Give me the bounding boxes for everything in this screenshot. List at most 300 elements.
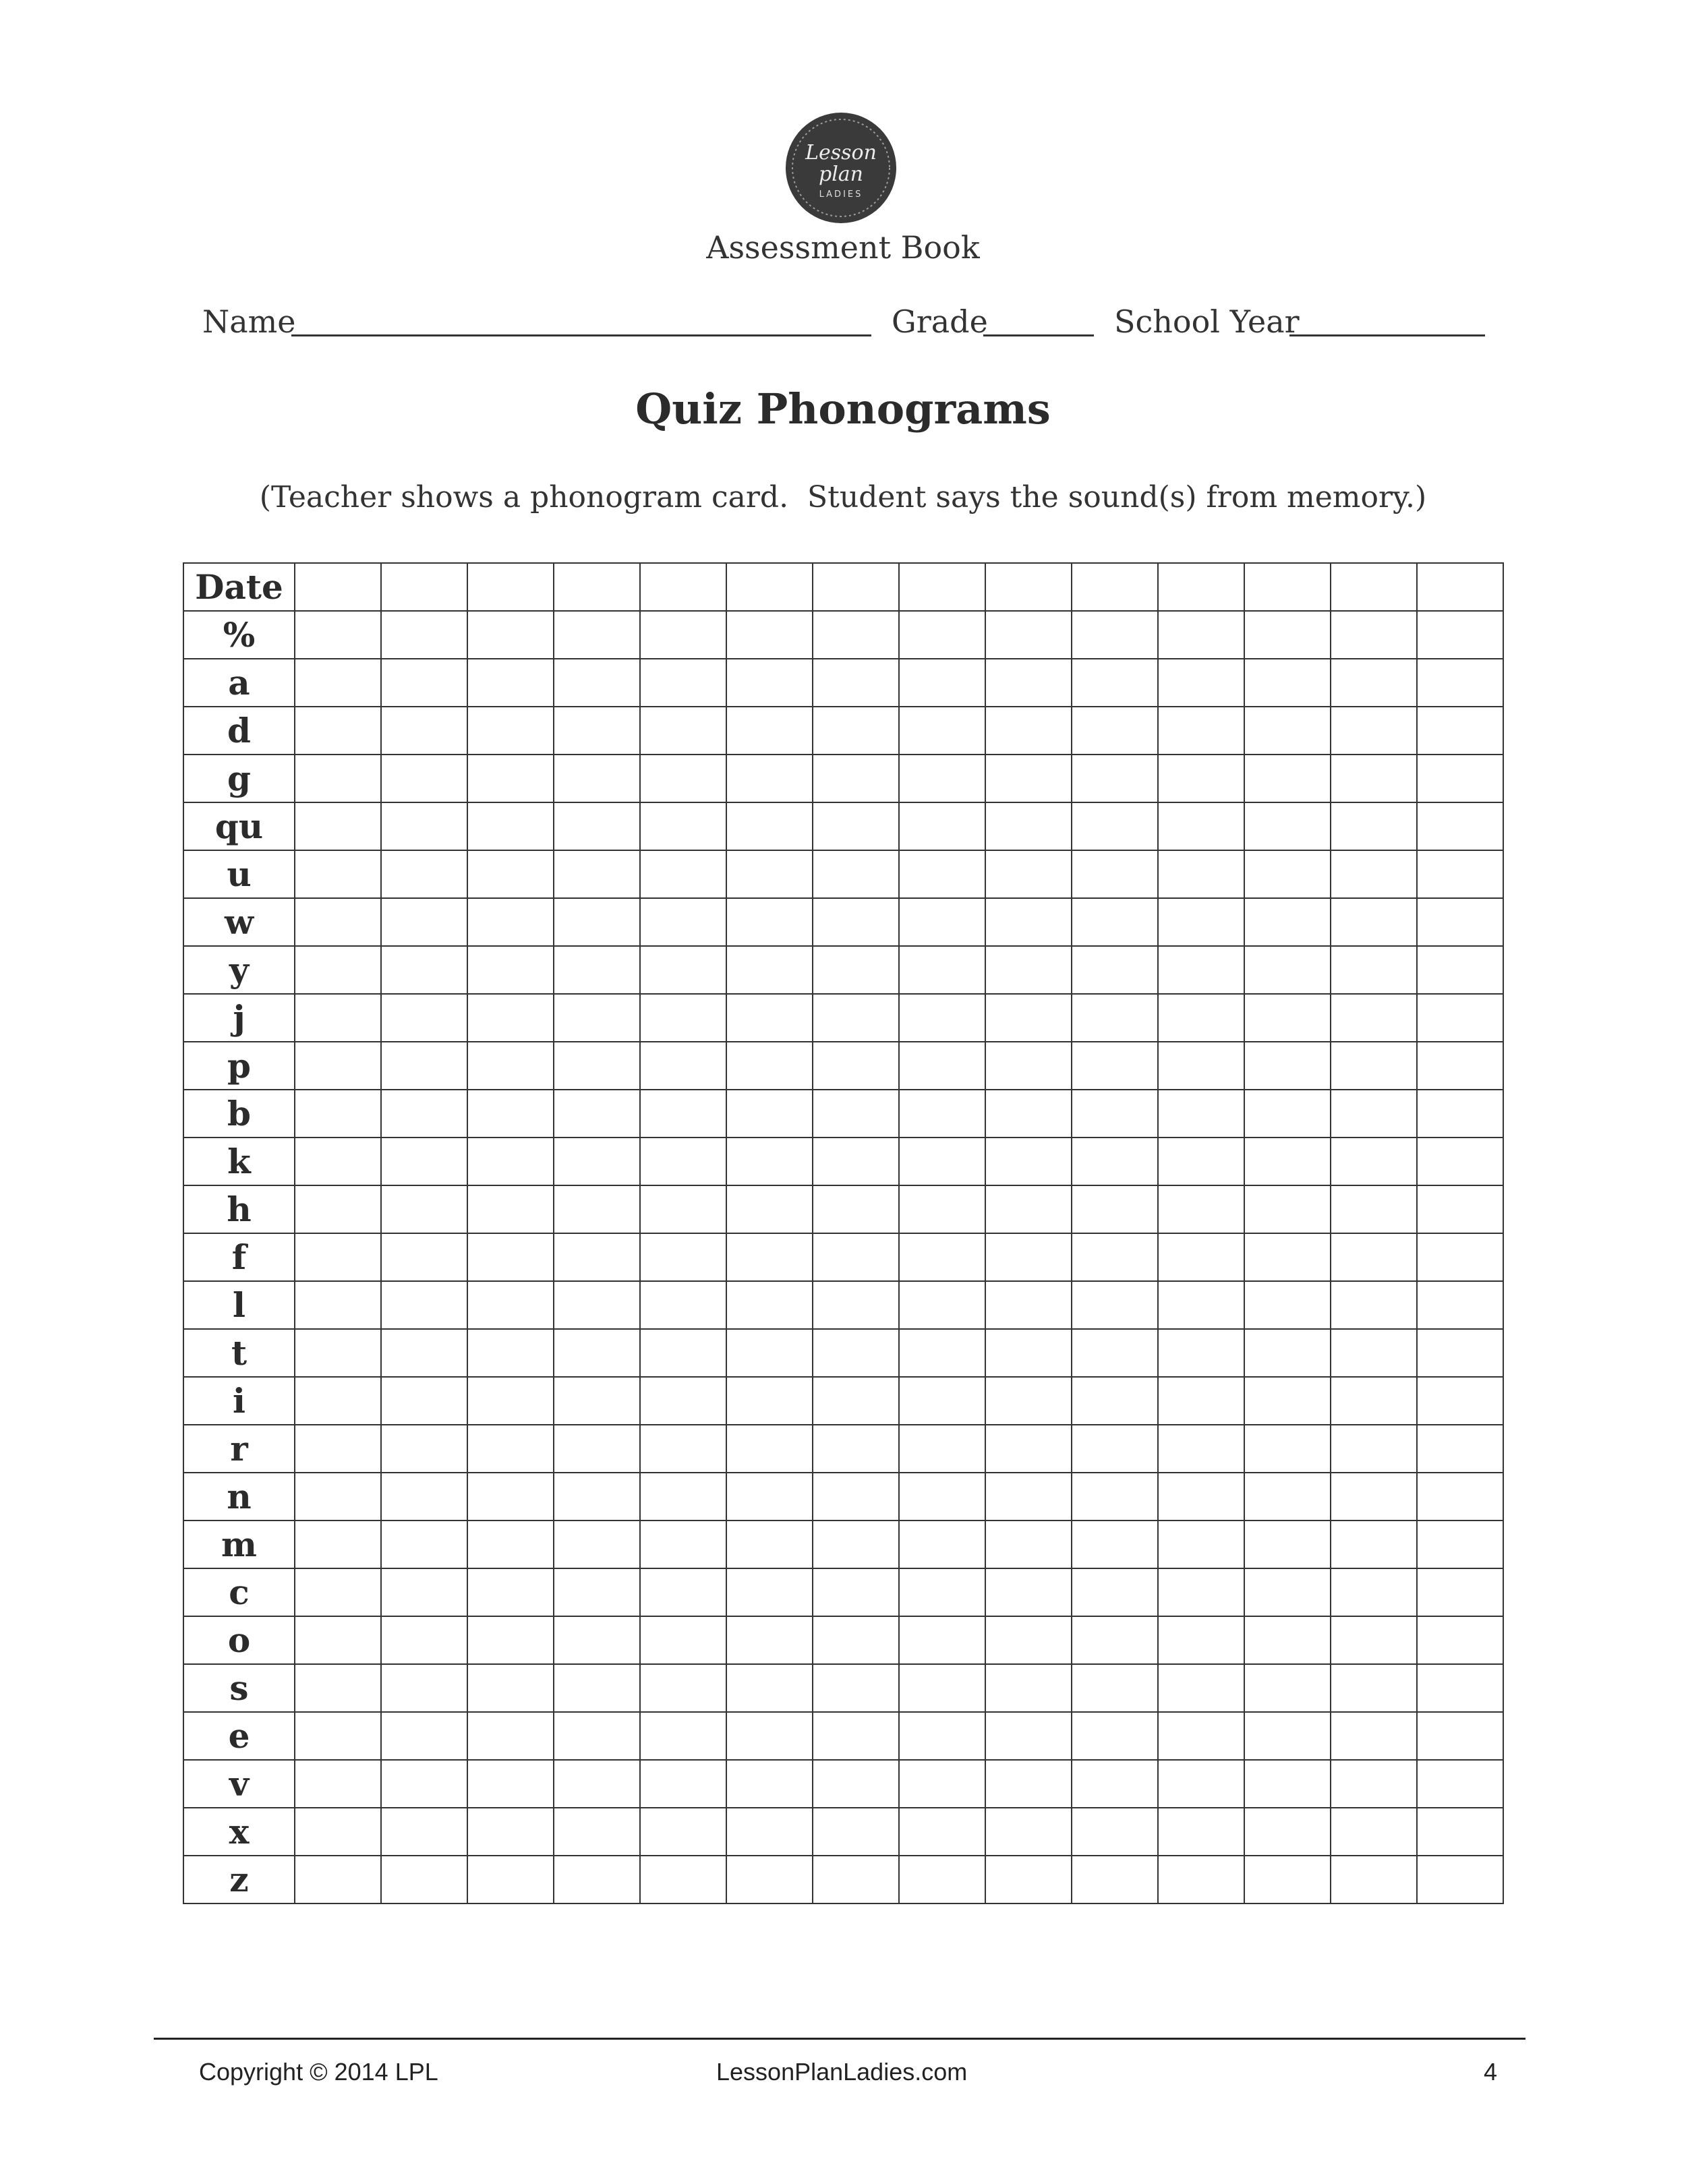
blank-entry-cell[interactable]	[467, 563, 554, 611]
blank-entry-cell[interactable]	[467, 1808, 554, 1856]
blank-entry-cell[interactable]	[813, 1473, 899, 1521]
blank-entry-cell[interactable]	[985, 611, 1072, 659]
blank-entry-cell[interactable]	[985, 1281, 1072, 1329]
blank-entry-cell[interactable]	[381, 1712, 467, 1760]
blank-entry-cell[interactable]	[1417, 1712, 1503, 1760]
blank-entry-cell[interactable]	[554, 611, 640, 659]
blank-entry-cell[interactable]	[640, 1521, 726, 1568]
blank-entry-cell[interactable]	[640, 1856, 726, 1903]
blank-entry-cell[interactable]	[1244, 850, 1331, 898]
blank-entry-cell[interactable]	[1072, 1521, 1158, 1568]
blank-entry-cell[interactable]	[1072, 611, 1158, 659]
blank-entry-cell[interactable]	[1417, 1377, 1503, 1425]
blank-entry-cell[interactable]	[554, 1233, 640, 1281]
blank-entry-cell[interactable]	[726, 563, 813, 611]
blank-entry-cell[interactable]	[1331, 1042, 1417, 1090]
blank-entry-cell[interactable]	[813, 1233, 899, 1281]
school-year-field[interactable]	[1289, 334, 1485, 336]
blank-entry-cell[interactable]	[899, 946, 985, 994]
blank-entry-cell[interactable]	[295, 1521, 381, 1568]
blank-entry-cell[interactable]	[726, 1664, 813, 1712]
blank-entry-cell[interactable]	[813, 1329, 899, 1377]
blank-entry-cell[interactable]	[1331, 1521, 1417, 1568]
blank-entry-cell[interactable]	[381, 707, 467, 755]
blank-entry-cell[interactable]	[726, 1856, 813, 1903]
blank-entry-cell[interactable]	[554, 707, 640, 755]
blank-entry-cell[interactable]	[467, 1281, 554, 1329]
blank-entry-cell[interactable]	[899, 1042, 985, 1090]
blank-entry-cell[interactable]	[726, 707, 813, 755]
blank-entry-cell[interactable]	[813, 707, 899, 755]
blank-entry-cell[interactable]	[554, 946, 640, 994]
blank-entry-cell[interactable]	[1072, 850, 1158, 898]
blank-entry-cell[interactable]	[1072, 1281, 1158, 1329]
blank-entry-cell[interactable]	[554, 1377, 640, 1425]
blank-entry-cell[interactable]	[985, 1568, 1072, 1616]
blank-entry-cell[interactable]	[381, 1521, 467, 1568]
blank-entry-cell[interactable]	[1331, 802, 1417, 850]
blank-entry-cell[interactable]	[1244, 1138, 1331, 1185]
blank-entry-cell[interactable]	[813, 563, 899, 611]
blank-entry-cell[interactable]	[295, 1712, 381, 1760]
blank-entry-cell[interactable]	[726, 898, 813, 946]
blank-entry-cell[interactable]	[899, 1425, 985, 1473]
blank-entry-cell[interactable]	[295, 563, 381, 611]
blank-entry-cell[interactable]	[726, 1281, 813, 1329]
blank-entry-cell[interactable]	[640, 1664, 726, 1712]
blank-entry-cell[interactable]	[1072, 755, 1158, 802]
blank-entry-cell[interactable]	[381, 1377, 467, 1425]
blank-entry-cell[interactable]	[899, 850, 985, 898]
blank-entry-cell[interactable]	[381, 659, 467, 707]
blank-entry-cell[interactable]	[899, 1760, 985, 1808]
blank-entry-cell[interactable]	[640, 1425, 726, 1473]
blank-entry-cell[interactable]	[899, 1473, 985, 1521]
blank-entry-cell[interactable]	[295, 1616, 381, 1664]
blank-entry-cell[interactable]	[1244, 1856, 1331, 1903]
blank-entry-cell[interactable]	[899, 659, 985, 707]
blank-entry-cell[interactable]	[985, 1616, 1072, 1664]
blank-entry-cell[interactable]	[813, 1616, 899, 1664]
blank-entry-cell[interactable]	[813, 1377, 899, 1425]
blank-entry-cell[interactable]	[899, 707, 985, 755]
blank-entry-cell[interactable]	[1158, 1712, 1244, 1760]
blank-entry-cell[interactable]	[295, 1042, 381, 1090]
blank-entry-cell[interactable]	[295, 1090, 381, 1138]
blank-entry-cell[interactable]	[1417, 1760, 1503, 1808]
blank-entry-cell[interactable]	[899, 1377, 985, 1425]
blank-entry-cell[interactable]	[1244, 1090, 1331, 1138]
blank-entry-cell[interactable]	[467, 1521, 554, 1568]
blank-entry-cell[interactable]	[1417, 1138, 1503, 1185]
blank-entry-cell[interactable]	[813, 898, 899, 946]
blank-entry-cell[interactable]	[295, 1664, 381, 1712]
blank-entry-cell[interactable]	[1244, 611, 1331, 659]
blank-entry-cell[interactable]	[1158, 898, 1244, 946]
blank-entry-cell[interactable]	[813, 659, 899, 707]
blank-entry-cell[interactable]	[640, 1329, 726, 1377]
blank-entry-cell[interactable]	[1244, 1425, 1331, 1473]
blank-entry-cell[interactable]	[295, 994, 381, 1042]
blank-entry-cell[interactable]	[467, 611, 554, 659]
blank-entry-cell[interactable]	[554, 1281, 640, 1329]
blank-entry-cell[interactable]	[985, 1521, 1072, 1568]
blank-entry-cell[interactable]	[985, 1090, 1072, 1138]
blank-entry-cell[interactable]	[1417, 946, 1503, 994]
blank-entry-cell[interactable]	[381, 1473, 467, 1521]
blank-entry-cell[interactable]	[1417, 563, 1503, 611]
blank-entry-cell[interactable]	[985, 898, 1072, 946]
blank-entry-cell[interactable]	[1158, 1329, 1244, 1377]
blank-entry-cell[interactable]	[1417, 1856, 1503, 1903]
blank-entry-cell[interactable]	[295, 1138, 381, 1185]
blank-entry-cell[interactable]	[985, 946, 1072, 994]
blank-entry-cell[interactable]	[381, 1138, 467, 1185]
blank-entry-cell[interactable]	[985, 1664, 1072, 1712]
blank-entry-cell[interactable]	[640, 946, 726, 994]
blank-entry-cell[interactable]	[985, 1712, 1072, 1760]
blank-entry-cell[interactable]	[899, 1185, 985, 1233]
blank-entry-cell[interactable]	[381, 1760, 467, 1808]
blank-entry-cell[interactable]	[985, 1329, 1072, 1377]
blank-entry-cell[interactable]	[985, 994, 1072, 1042]
blank-entry-cell[interactable]	[899, 1329, 985, 1377]
blank-entry-cell[interactable]	[1072, 1425, 1158, 1473]
blank-entry-cell[interactable]	[554, 1616, 640, 1664]
blank-entry-cell[interactable]	[640, 1712, 726, 1760]
blank-entry-cell[interactable]	[295, 1568, 381, 1616]
blank-entry-cell[interactable]	[899, 994, 985, 1042]
blank-entry-cell[interactable]	[1072, 1616, 1158, 1664]
blank-entry-cell[interactable]	[985, 1425, 1072, 1473]
blank-entry-cell[interactable]	[295, 1377, 381, 1425]
blank-entry-cell[interactable]	[813, 850, 899, 898]
blank-entry-cell[interactable]	[1158, 994, 1244, 1042]
blank-entry-cell[interactable]	[295, 1760, 381, 1808]
blank-entry-cell[interactable]	[985, 1856, 1072, 1903]
blank-entry-cell[interactable]	[467, 1473, 554, 1521]
blank-entry-cell[interactable]	[1331, 1090, 1417, 1138]
blank-entry-cell[interactable]	[813, 802, 899, 850]
blank-entry-cell[interactable]	[1417, 1042, 1503, 1090]
blank-entry-cell[interactable]	[640, 1185, 726, 1233]
blank-entry-cell[interactable]	[640, 1090, 726, 1138]
blank-entry-cell[interactable]	[1417, 611, 1503, 659]
blank-entry-cell[interactable]	[381, 994, 467, 1042]
blank-entry-cell[interactable]	[381, 898, 467, 946]
blank-entry-cell[interactable]	[640, 994, 726, 1042]
blank-entry-cell[interactable]	[381, 611, 467, 659]
blank-entry-cell[interactable]	[1331, 755, 1417, 802]
blank-entry-cell[interactable]	[1244, 1185, 1331, 1233]
blank-entry-cell[interactable]	[1158, 1233, 1244, 1281]
blank-entry-cell[interactable]	[1158, 1138, 1244, 1185]
blank-entry-cell[interactable]	[1244, 802, 1331, 850]
blank-entry-cell[interactable]	[1244, 1233, 1331, 1281]
blank-entry-cell[interactable]	[640, 563, 726, 611]
blank-entry-cell[interactable]	[1331, 707, 1417, 755]
blank-entry-cell[interactable]	[1244, 1521, 1331, 1568]
blank-entry-cell[interactable]	[985, 850, 1072, 898]
blank-entry-cell[interactable]	[813, 1138, 899, 1185]
blank-entry-cell[interactable]	[467, 1664, 554, 1712]
blank-entry-cell[interactable]	[295, 850, 381, 898]
blank-entry-cell[interactable]	[1417, 1808, 1503, 1856]
blank-entry-cell[interactable]	[813, 1712, 899, 1760]
blank-entry-cell[interactable]	[467, 1377, 554, 1425]
blank-entry-cell[interactable]	[726, 1042, 813, 1090]
blank-entry-cell[interactable]	[381, 1042, 467, 1090]
blank-entry-cell[interactable]	[985, 1185, 1072, 1233]
blank-entry-cell[interactable]	[726, 611, 813, 659]
blank-entry-cell[interactable]	[295, 802, 381, 850]
blank-entry-cell[interactable]	[1417, 1329, 1503, 1377]
blank-entry-cell[interactable]	[1331, 1425, 1417, 1473]
blank-entry-cell[interactable]	[640, 802, 726, 850]
blank-entry-cell[interactable]	[467, 755, 554, 802]
blank-entry-cell[interactable]	[813, 1090, 899, 1138]
blank-entry-cell[interactable]	[1331, 659, 1417, 707]
blank-entry-cell[interactable]	[640, 1568, 726, 1616]
blank-entry-cell[interactable]	[726, 850, 813, 898]
blank-entry-cell[interactable]	[295, 1233, 381, 1281]
blank-entry-cell[interactable]	[1072, 994, 1158, 1042]
blank-entry-cell[interactable]	[640, 1473, 726, 1521]
blank-entry-cell[interactable]	[899, 611, 985, 659]
blank-entry-cell[interactable]	[640, 1808, 726, 1856]
blank-entry-cell[interactable]	[899, 1138, 985, 1185]
blank-entry-cell[interactable]	[813, 1808, 899, 1856]
blank-entry-cell[interactable]	[726, 1090, 813, 1138]
blank-entry-cell[interactable]	[1072, 1473, 1158, 1521]
blank-entry-cell[interactable]	[1158, 659, 1244, 707]
blank-entry-cell[interactable]	[1417, 1090, 1503, 1138]
blank-entry-cell[interactable]	[554, 1185, 640, 1233]
blank-entry-cell[interactable]	[1331, 1377, 1417, 1425]
blank-entry-cell[interactable]	[1331, 1664, 1417, 1712]
blank-entry-cell[interactable]	[1072, 1856, 1158, 1903]
blank-entry-cell[interactable]	[1417, 707, 1503, 755]
blank-entry-cell[interactable]	[381, 1616, 467, 1664]
blank-entry-cell[interactable]	[1158, 850, 1244, 898]
blank-entry-cell[interactable]	[381, 1568, 467, 1616]
blank-entry-cell[interactable]	[726, 1377, 813, 1425]
blank-entry-cell[interactable]	[467, 1233, 554, 1281]
blank-entry-cell[interactable]	[1331, 1712, 1417, 1760]
blank-entry-cell[interactable]	[1158, 1042, 1244, 1090]
blank-entry-cell[interactable]	[554, 1664, 640, 1712]
blank-entry-cell[interactable]	[1331, 994, 1417, 1042]
blank-entry-cell[interactable]	[1158, 1808, 1244, 1856]
blank-entry-cell[interactable]	[1072, 563, 1158, 611]
blank-entry-cell[interactable]	[381, 1233, 467, 1281]
blank-entry-cell[interactable]	[554, 1760, 640, 1808]
blank-entry-cell[interactable]	[899, 563, 985, 611]
blank-entry-cell[interactable]	[1158, 1377, 1244, 1425]
blank-entry-cell[interactable]	[640, 898, 726, 946]
blank-entry-cell[interactable]	[899, 898, 985, 946]
blank-entry-cell[interactable]	[381, 1185, 467, 1233]
blank-entry-cell[interactable]	[1331, 1808, 1417, 1856]
blank-entry-cell[interactable]	[813, 755, 899, 802]
blank-entry-cell[interactable]	[1072, 1138, 1158, 1185]
blank-entry-cell[interactable]	[1417, 755, 1503, 802]
blank-entry-cell[interactable]	[1331, 563, 1417, 611]
blank-entry-cell[interactable]	[1158, 802, 1244, 850]
blank-entry-cell[interactable]	[467, 1568, 554, 1616]
blank-entry-cell[interactable]	[1244, 1664, 1331, 1712]
blank-entry-cell[interactable]	[1158, 1425, 1244, 1473]
blank-entry-cell[interactable]	[1417, 1521, 1503, 1568]
blank-entry-cell[interactable]	[1158, 755, 1244, 802]
blank-entry-cell[interactable]	[467, 1329, 554, 1377]
blank-entry-cell[interactable]	[1331, 1233, 1417, 1281]
blank-entry-cell[interactable]	[1331, 1760, 1417, 1808]
blank-entry-cell[interactable]	[554, 1712, 640, 1760]
blank-entry-cell[interactable]	[467, 707, 554, 755]
blank-entry-cell[interactable]	[726, 994, 813, 1042]
blank-entry-cell[interactable]	[554, 1329, 640, 1377]
blank-entry-cell[interactable]	[726, 802, 813, 850]
blank-entry-cell[interactable]	[899, 1712, 985, 1760]
blank-entry-cell[interactable]	[554, 1090, 640, 1138]
blank-entry-cell[interactable]	[899, 802, 985, 850]
blank-entry-cell[interactable]	[726, 1808, 813, 1856]
blank-entry-cell[interactable]	[726, 1138, 813, 1185]
blank-entry-cell[interactable]	[985, 707, 1072, 755]
blank-entry-cell[interactable]	[813, 1042, 899, 1090]
blank-entry-cell[interactable]	[813, 1856, 899, 1903]
blank-entry-cell[interactable]	[467, 1712, 554, 1760]
grade-field[interactable]	[983, 334, 1094, 336]
blank-entry-cell[interactable]	[640, 1377, 726, 1425]
blank-entry-cell[interactable]	[295, 946, 381, 994]
blank-entry-cell[interactable]	[1158, 1185, 1244, 1233]
blank-entry-cell[interactable]	[381, 1664, 467, 1712]
blank-entry-cell[interactable]	[467, 994, 554, 1042]
blank-entry-cell[interactable]	[1417, 1568, 1503, 1616]
blank-entry-cell[interactable]	[295, 1425, 381, 1473]
blank-entry-cell[interactable]	[467, 1616, 554, 1664]
blank-entry-cell[interactable]	[554, 1568, 640, 1616]
blank-entry-cell[interactable]	[899, 1616, 985, 1664]
blank-entry-cell[interactable]	[381, 755, 467, 802]
blank-entry-cell[interactable]	[554, 994, 640, 1042]
blank-entry-cell[interactable]	[899, 755, 985, 802]
blank-entry-cell[interactable]	[985, 1042, 1072, 1090]
blank-entry-cell[interactable]	[1072, 1233, 1158, 1281]
blank-entry-cell[interactable]	[467, 850, 554, 898]
blank-entry-cell[interactable]	[899, 1856, 985, 1903]
blank-entry-cell[interactable]	[640, 1760, 726, 1808]
blank-entry-cell[interactable]	[985, 1808, 1072, 1856]
blank-entry-cell[interactable]	[985, 802, 1072, 850]
blank-entry-cell[interactable]	[467, 1856, 554, 1903]
blank-entry-cell[interactable]	[1072, 1760, 1158, 1808]
blank-entry-cell[interactable]	[1158, 1281, 1244, 1329]
blank-entry-cell[interactable]	[554, 1138, 640, 1185]
blank-entry-cell[interactable]	[295, 1856, 381, 1903]
blank-entry-cell[interactable]	[640, 1233, 726, 1281]
blank-entry-cell[interactable]	[640, 755, 726, 802]
blank-entry-cell[interactable]	[1158, 707, 1244, 755]
blank-entry-cell[interactable]	[381, 1856, 467, 1903]
blank-entry-cell[interactable]	[1072, 1377, 1158, 1425]
blank-entry-cell[interactable]	[1158, 1521, 1244, 1568]
blank-entry-cell[interactable]	[381, 946, 467, 994]
blank-entry-cell[interactable]	[1072, 802, 1158, 850]
blank-entry-cell[interactable]	[554, 850, 640, 898]
blank-entry-cell[interactable]	[467, 1185, 554, 1233]
blank-entry-cell[interactable]	[1158, 611, 1244, 659]
blank-entry-cell[interactable]	[1072, 1568, 1158, 1616]
blank-entry-cell[interactable]	[1244, 1568, 1331, 1616]
blank-entry-cell[interactable]	[381, 802, 467, 850]
blank-entry-cell[interactable]	[726, 755, 813, 802]
blank-entry-cell[interactable]	[899, 1090, 985, 1138]
blank-entry-cell[interactable]	[1331, 1329, 1417, 1377]
blank-entry-cell[interactable]	[1244, 659, 1331, 707]
blank-entry-cell[interactable]	[985, 1233, 1072, 1281]
blank-entry-cell[interactable]	[1417, 802, 1503, 850]
blank-entry-cell[interactable]	[1331, 1138, 1417, 1185]
blank-entry-cell[interactable]	[381, 1425, 467, 1473]
blank-entry-cell[interactable]	[640, 1138, 726, 1185]
blank-entry-cell[interactable]	[467, 1090, 554, 1138]
blank-entry-cell[interactable]	[295, 707, 381, 755]
blank-entry-cell[interactable]	[726, 1616, 813, 1664]
blank-entry-cell[interactable]	[726, 1760, 813, 1808]
blank-entry-cell[interactable]	[1158, 1090, 1244, 1138]
blank-entry-cell[interactable]	[899, 1233, 985, 1281]
blank-entry-cell[interactable]	[381, 563, 467, 611]
blank-entry-cell[interactable]	[554, 659, 640, 707]
blank-entry-cell[interactable]	[295, 1281, 381, 1329]
blank-entry-cell[interactable]	[1417, 1185, 1503, 1233]
blank-entry-cell[interactable]	[1158, 1568, 1244, 1616]
blank-entry-cell[interactable]	[1244, 946, 1331, 994]
blank-entry-cell[interactable]	[1158, 1473, 1244, 1521]
blank-entry-cell[interactable]	[985, 563, 1072, 611]
blank-entry-cell[interactable]	[726, 946, 813, 994]
blank-entry-cell[interactable]	[1072, 1185, 1158, 1233]
blank-entry-cell[interactable]	[381, 1329, 467, 1377]
blank-entry-cell[interactable]	[1417, 1281, 1503, 1329]
blank-entry-cell[interactable]	[467, 1425, 554, 1473]
blank-entry-cell[interactable]	[813, 1568, 899, 1616]
blank-entry-cell[interactable]	[467, 946, 554, 994]
blank-entry-cell[interactable]	[1417, 1664, 1503, 1712]
blank-entry-cell[interactable]	[1158, 1616, 1244, 1664]
blank-entry-cell[interactable]	[1244, 898, 1331, 946]
blank-entry-cell[interactable]	[813, 1760, 899, 1808]
blank-entry-cell[interactable]	[467, 898, 554, 946]
blank-entry-cell[interactable]	[813, 1425, 899, 1473]
blank-entry-cell[interactable]	[295, 755, 381, 802]
blank-entry-cell[interactable]	[1158, 1856, 1244, 1903]
blank-entry-cell[interactable]	[1417, 1473, 1503, 1521]
blank-entry-cell[interactable]	[640, 1281, 726, 1329]
blank-entry-cell[interactable]	[1244, 1473, 1331, 1521]
blank-entry-cell[interactable]	[726, 1473, 813, 1521]
blank-entry-cell[interactable]	[1072, 898, 1158, 946]
blank-entry-cell[interactable]	[1331, 611, 1417, 659]
blank-entry-cell[interactable]	[554, 755, 640, 802]
blank-entry-cell[interactable]	[640, 707, 726, 755]
blank-entry-cell[interactable]	[726, 1425, 813, 1473]
blank-entry-cell[interactable]	[554, 1808, 640, 1856]
blank-entry-cell[interactable]	[1158, 563, 1244, 611]
